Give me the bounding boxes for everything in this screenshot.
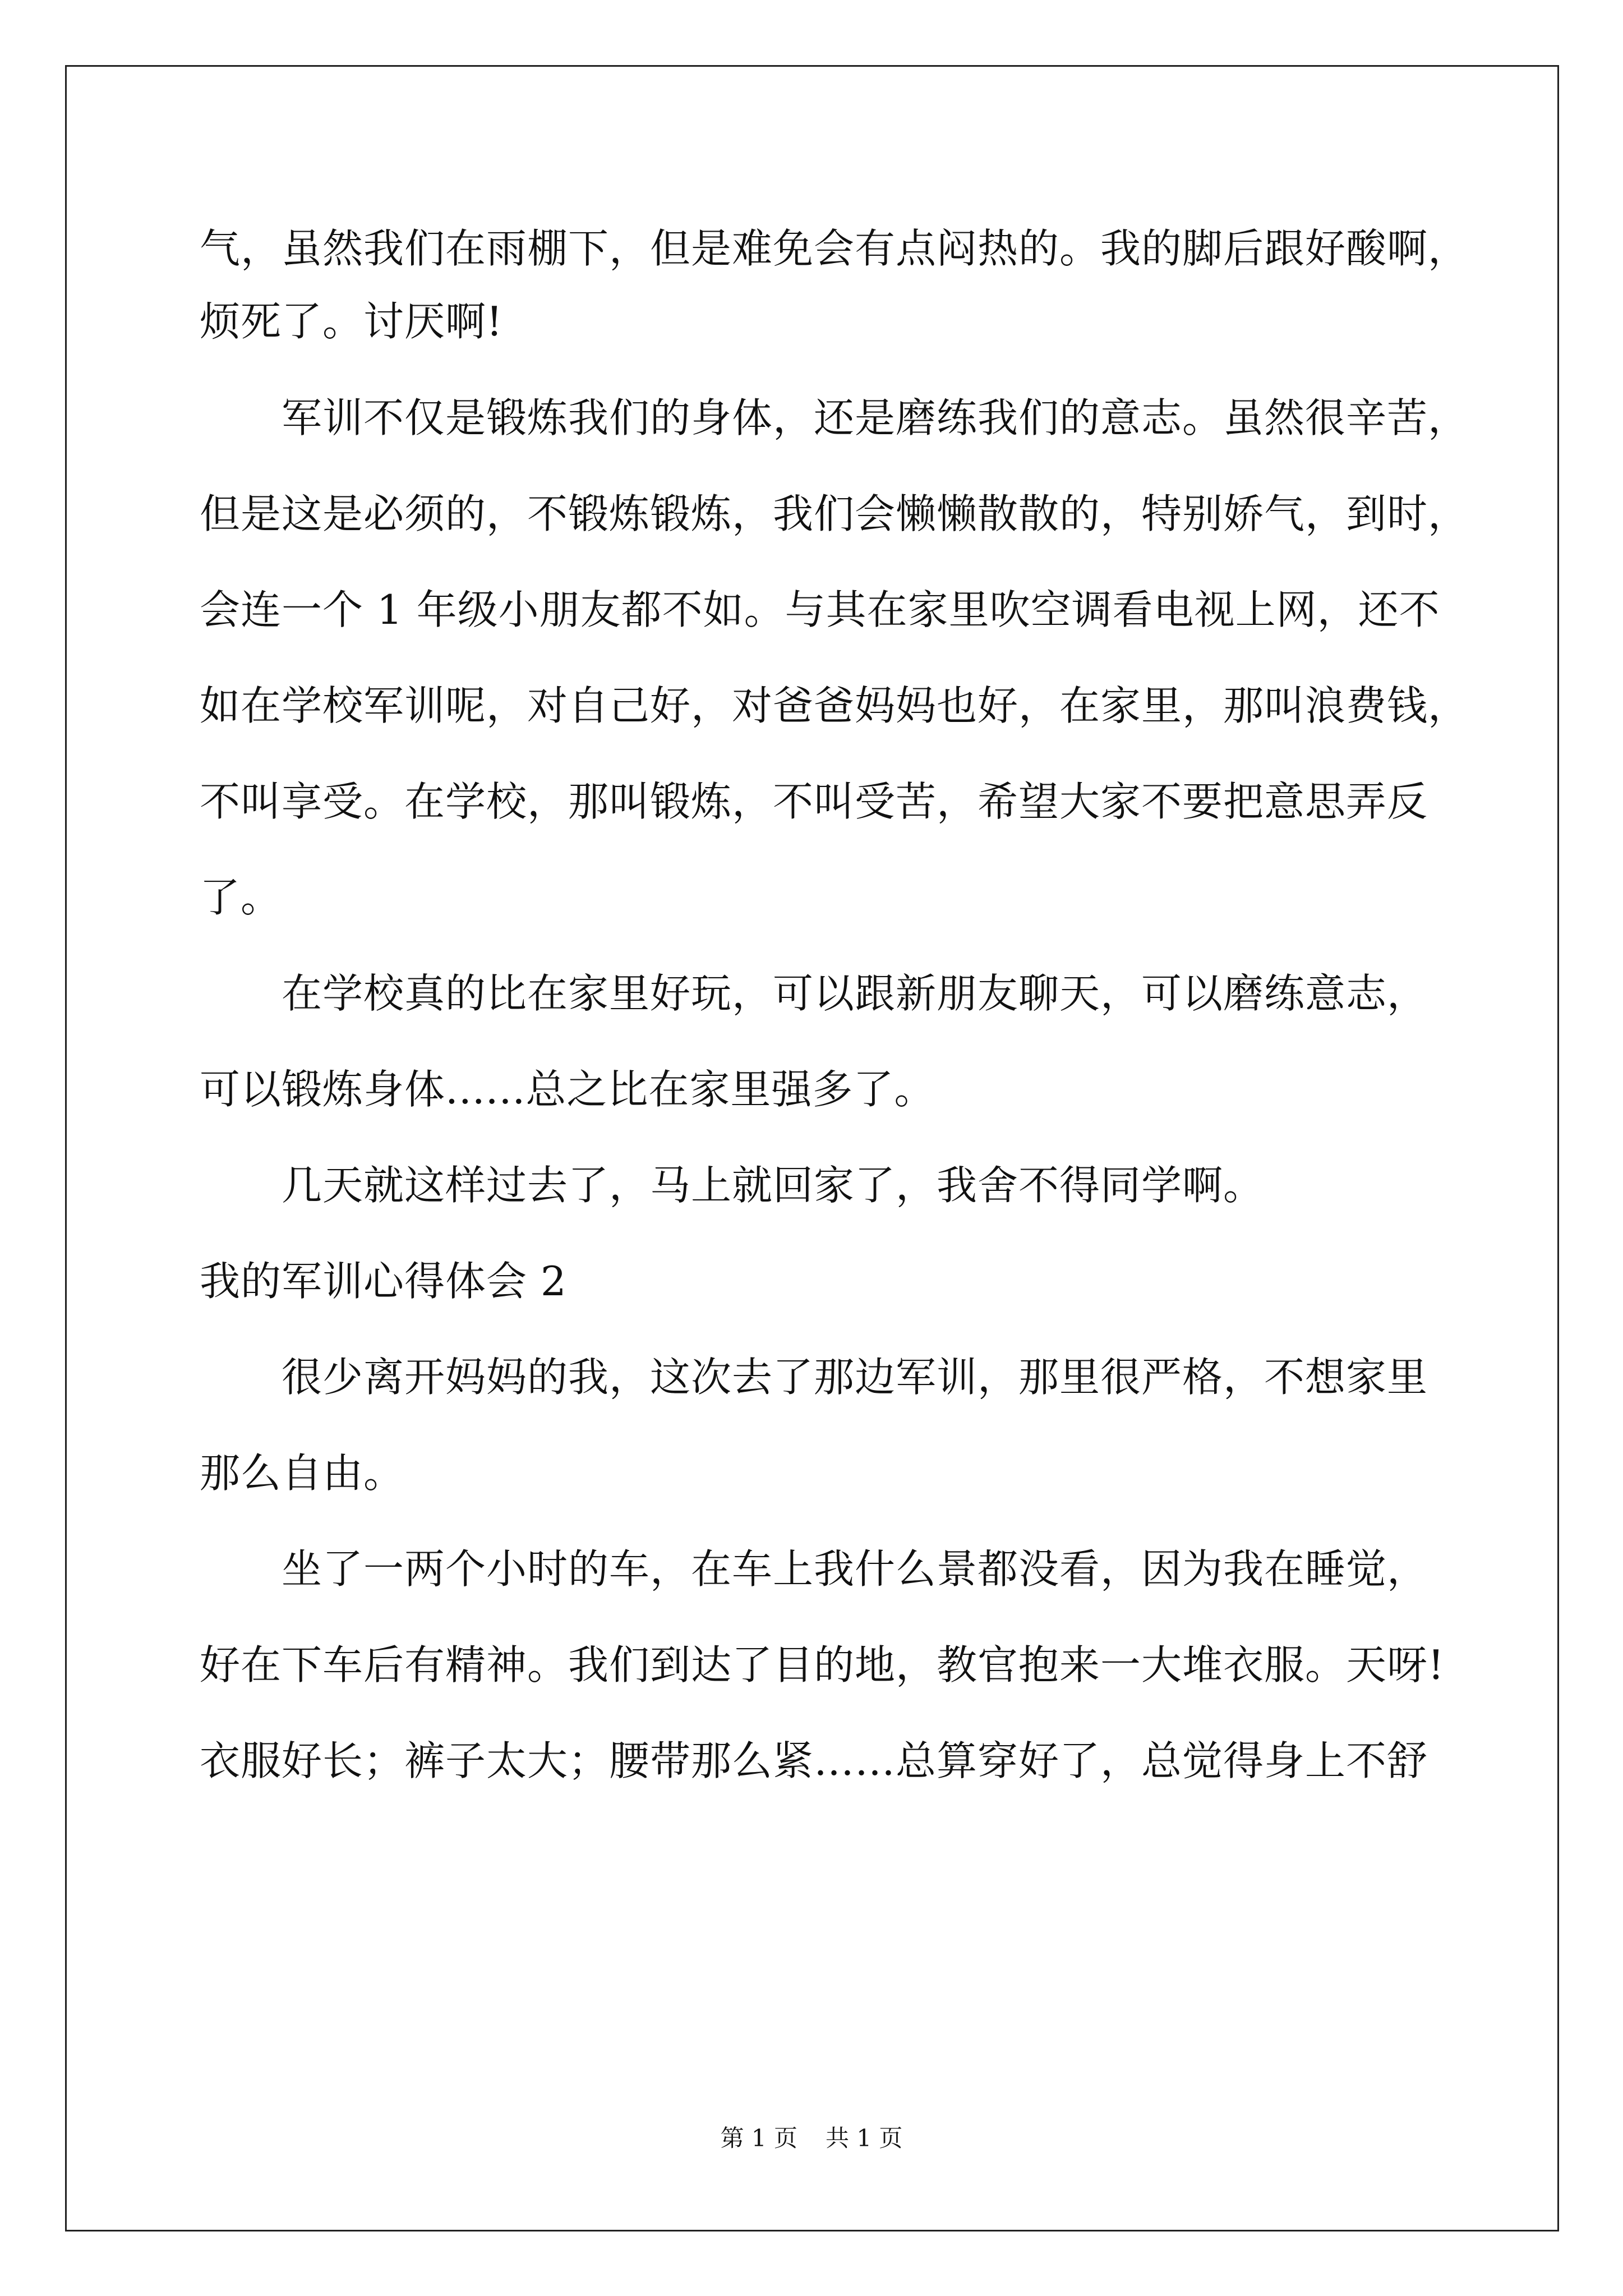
text-line: 烦死了。讨厌啊! <box>200 298 503 345</box>
text-line: 很少离开妈妈的我，这次去了那边军训，那里很严格，不想家里 <box>282 1354 1428 1401</box>
text-line: 军训不仅是锻炼我们的身体，还是磨练我们的意志。虽然很辛苦， <box>282 394 1469 441</box>
text-line: 坐了一两个小时的车，在车上我什么景都没看，因为我在睡觉， <box>282 1545 1428 1593</box>
text-line: 不叫享受。在学校，那叫锻炼，不叫受苦，希望大家不要把意思弄反 <box>200 778 1428 825</box>
text-line: 气，虽然我们在雨棚下，但是难免会有点闷热的。我的脚后跟好酸啊， <box>200 225 1469 272</box>
text-line: 几天就这样过去了，马上就回家了，我舍不得同学啊。 <box>282 1162 1265 1209</box>
text-line: 但是这是必须的，不锻炼锻炼，我们会懒懒散散的，特别娇气，到时， <box>200 490 1469 537</box>
text-line: 了。 <box>200 874 282 921</box>
text-line: 如在学校军训呢，对自己好，对爸爸妈妈也好，在家里，那叫浪费钱， <box>200 682 1469 729</box>
page-footer <box>0 2123 1623 2154</box>
text-line: 可以锻炼身体......总之比在家里强多了。 <box>200 1066 935 1113</box>
text-line: 在学校真的比在家里好玩，可以跟新朋友聊天，可以磨练意志， <box>282 970 1428 1017</box>
section-heading: 我的军训心得体会 2 <box>200 1258 567 1305</box>
page-total: 共 1 页 <box>826 2124 903 2152</box>
page-border <box>65 65 1559 2231</box>
text-line: 衣服好长；裤子太大；腰带那么紧……总算穿好了，总觉得身上不舒 <box>200 1737 1428 1784</box>
text-line: 会连一个 1 年级小朋友都不如。与其在家里吹空调看电视上网，还不 <box>200 586 1440 633</box>
page-number: 第 1 页 <box>720 2124 797 2152</box>
text-line: 那么自由。 <box>200 1450 405 1497</box>
text-line: 好在下车后有精神。我们到达了目的地，教官抱来一大堆衣服。天呀! <box>200 1641 1445 1688</box>
